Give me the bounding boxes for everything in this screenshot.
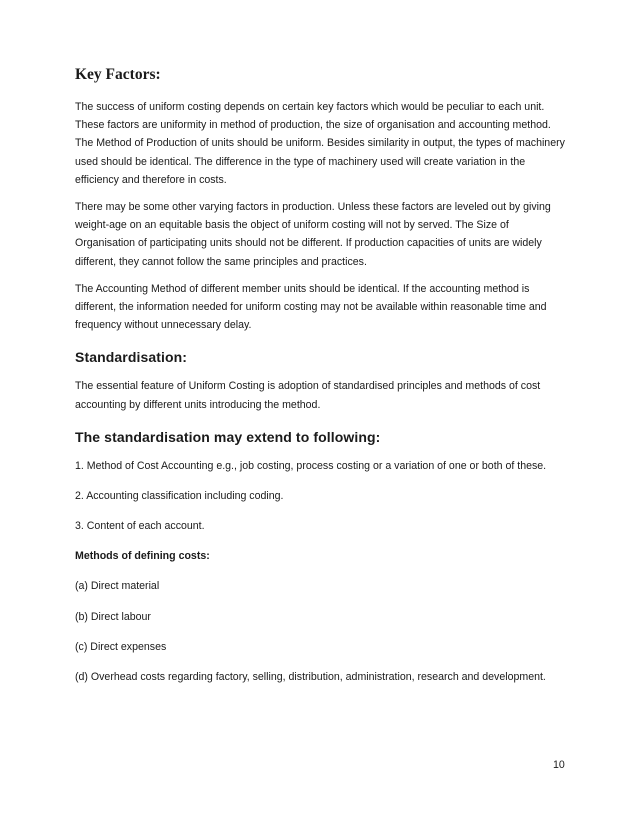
standardisation-paragraph: The essential feature of Uniform Costing is adoption of standardised principles and methods of cost accounting by different units introducing the method. bbox=[75, 380, 541, 411]
standardisation-extend-heading: The standardisation may extend to following: bbox=[75, 428, 381, 445]
extend-item-1: 1. Method of Cost Accounting e.g., job costing, process costing or a variation of one or both of these. bbox=[75, 459, 547, 472]
key-factors-paragraph-1: The success of uniform costing depends on certain key factors which would be peculiar to each unit. These factors are uniformity in method of production, the size of organisation and accounting method. The Method of Production of units should be uniform. Besides similarity in output, the types of machinery used should be identical. The difference in the type of machinery used will create variation in the efficiency and therefore in costs. bbox=[75, 101, 565, 186]
document-page bbox=[75, 64, 565, 698]
key-factors-heading: Key Factors: bbox=[75, 66, 161, 83]
methods-item-c: (c) Direct expenses bbox=[75, 640, 167, 653]
key-factors-paragraph-3: The Accounting Method of different member units should be identical. If the accounting method is different, the information needed for uniform costing may not be available within reasonable time and frequency without unnecessary delay. bbox=[75, 282, 547, 332]
methods-item-b: (b) Direct labour bbox=[75, 610, 151, 623]
extend-item-2: 2. Accounting classification including coding. bbox=[75, 490, 284, 503]
methods-item-d: (d) Overhead costs regarding factory, selling, distribution, administration, research and development. bbox=[75, 671, 546, 684]
page-number: 10 bbox=[553, 759, 565, 771]
extend-item-3: 3. Content of each account. bbox=[75, 520, 205, 533]
methods-heading: Methods of defining costs: bbox=[75, 550, 210, 563]
key-factors-paragraph-2: There may be some other varying factors in production. Unless these factors are leveled out by giving weight-age on an equitable basis the object of uniform costing will not by served. The Size of Organisation of participating units should not be different. If production capacities of units are widely different, they cannot follow the same principles and practices. bbox=[75, 201, 551, 268]
standardisation-heading: Standardisation: bbox=[75, 349, 188, 366]
methods-item-a: (a) Direct material bbox=[75, 580, 160, 593]
